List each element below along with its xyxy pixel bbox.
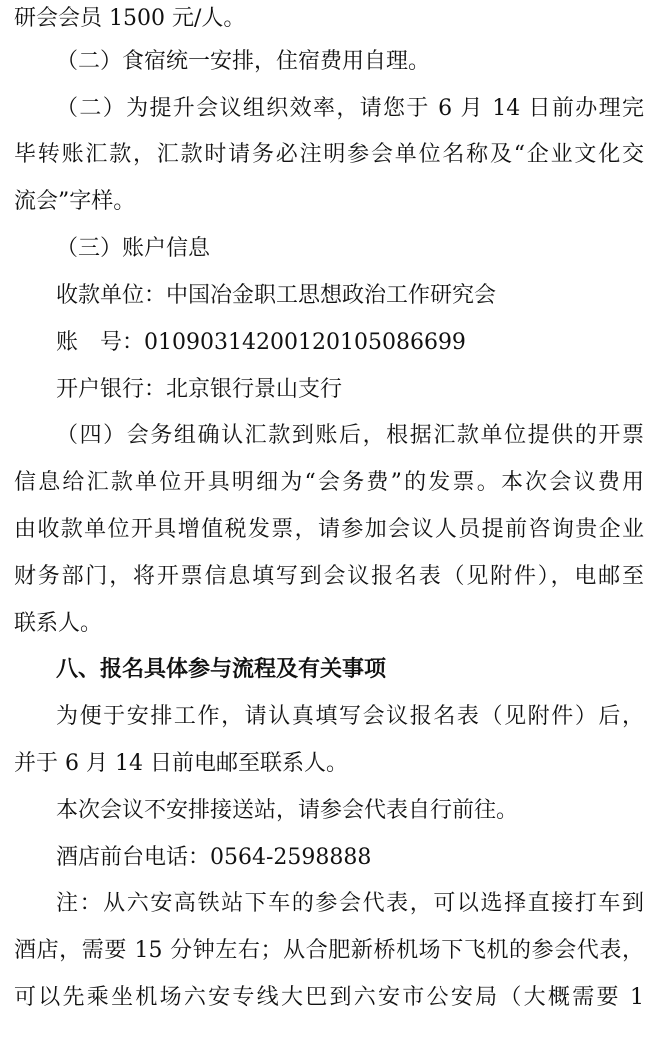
- body-line: 信息给汇款单位开具明细为“会务费”的发票。本次会议费用: [14, 470, 644, 495]
- body-line: 注：从六安高铁站下车的参会代表，可以选择直接打车到: [56, 891, 644, 916]
- body-line: 并于 6 月 14 日前电邮至联系人。: [14, 751, 348, 776]
- account-number-line: 账 号：01090314200120105086699: [56, 330, 466, 355]
- body-line: 收款单位：中国冶金职工思想政治工作研究会: [56, 283, 497, 308]
- body-line: 为便于安排工作，请认真填写会议报名表（见附件）后，: [56, 704, 644, 729]
- body-line: （四）会务组确认汇款到账后，根据汇款单位提供的开票: [56, 423, 644, 448]
- body-line: （二）食宿统一安排，住宿费用自理。: [56, 49, 431, 74]
- body-line: 联系人。: [14, 611, 103, 636]
- body-line: 可以先乘坐机场六安专线大巴到六安市公安局（大概需要 1: [14, 985, 644, 1010]
- body-line: 财务部门，将开票信息填写到会议报名表（见附件），电邮至: [14, 564, 644, 589]
- hotel-phone-line: 酒店前台电话：0564-2598888: [56, 845, 372, 870]
- body-line: （二）为提升会议组织效率，请您于 6 月 14 日前办理完: [56, 96, 644, 121]
- section-heading: 八、报名具体参与流程及有关事项: [56, 657, 387, 682]
- body-line: 流会”字样。: [14, 189, 136, 214]
- body-line: （三）账户信息: [56, 236, 211, 261]
- body-line: 酒店，需要 15 分钟左右；从合肥新桥机场下飞机的参会代表，: [14, 938, 644, 963]
- body-line: 本次会议不安排接送站，请参会代表自行前往。: [56, 798, 519, 823]
- body-line: 开户银行：北京银行景山支行: [56, 377, 343, 402]
- body-line: 毕转账汇款，汇款时请务必注明参会单位名称及“企业文化交: [14, 142, 644, 167]
- body-line: 研会会员 1500 元/人。: [14, 6, 246, 31]
- body-line: 由收款单位开具增值税发票，请参加会议人员提前咨询贵企业: [14, 517, 644, 542]
